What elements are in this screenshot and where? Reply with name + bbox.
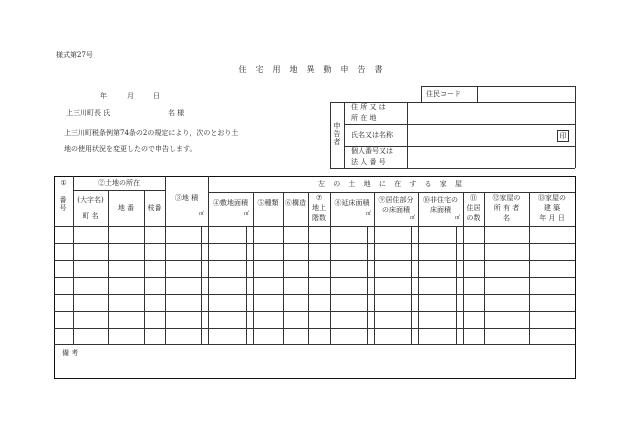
address-label-1: 住 所 又 は [351, 103, 386, 111]
col-number-top: ① [60, 179, 67, 187]
resident-code-label: 住民コード [426, 90, 461, 98]
col-kind: ⑤種類 [257, 199, 279, 207]
col-chiban: 地 番 [117, 204, 135, 212]
resident-code-field[interactable] [478, 87, 574, 101]
intro-line-1: 上三川町税条例第74条の2の規定により，次のとおり土 [64, 129, 239, 137]
col-land-area-unit: ㎡ [199, 211, 205, 217]
addressee-suffix: 名 様 [168, 109, 185, 117]
date-year: 年 [100, 92, 107, 100]
col-structure: ⑥構造 [285, 199, 306, 207]
address-field[interactable] [408, 103, 574, 123]
remarks-field[interactable] [55, 345, 574, 377]
col-floor-area-unit: ㎡ [366, 211, 372, 217]
col-site-area: ④敷地面積 [213, 199, 248, 207]
form-number: 様式第27号 [56, 51, 93, 59]
col-built-1: ⑬家屋の [538, 194, 566, 202]
col-land-area: ③地 積 [174, 194, 199, 202]
col-town: 町 名 [82, 212, 99, 220]
col-land-location: ②土地の所在 [98, 179, 140, 187]
col-floors-l2: 階数 [312, 214, 326, 222]
col-nonres-area-unit: ㎡ [455, 215, 461, 221]
address-label-2: 所 在 地 [351, 114, 377, 122]
id-number-field[interactable] [408, 147, 574, 167]
table-row[interactable] [55, 329, 574, 344]
seal-mark: 印 [557, 130, 569, 142]
form-title: 住宅用地異動申告書 [238, 65, 392, 74]
col-res-area-1: ⑨居住部分 [378, 196, 414, 204]
id-label-2: 法 人 番 号 [351, 158, 386, 166]
col-res-area-2: の床面積 [382, 206, 410, 214]
col-floors-num: ⑦ [315, 194, 323, 202]
intro-line-2: 地の使用状況を変更したので申告します。 [64, 145, 197, 153]
col-nonres-area-1: ⑩非住宅の [423, 196, 458, 204]
col-oaza: (大字名) [77, 196, 104, 204]
col-floors-l1: 地上 [312, 204, 326, 212]
col-owner-3: 名 [503, 214, 510, 222]
remarks-label: 備 考 [62, 349, 79, 357]
col-households-l1: 住居 [466, 204, 481, 212]
col-floor-area: ⑧延床面積 [334, 199, 370, 207]
table-row[interactable] [55, 244, 574, 260]
table-row[interactable] [55, 312, 574, 328]
id-label-1: 個人番号又は [351, 147, 393, 155]
date-month: 月 [127, 92, 134, 100]
col-built-2: 建 築 [543, 204, 561, 212]
col-site-area-unit: ㎡ [244, 211, 250, 217]
table-row[interactable] [55, 278, 574, 294]
declarant-side-label: 申告者 [333, 122, 341, 146]
table-row[interactable] [55, 295, 574, 311]
col-edaban: 枝番 [147, 204, 162, 212]
addressee: 上三川町長 氏 [66, 109, 111, 117]
col-owner-1: ⑫家屋の [492, 194, 521, 202]
table-row[interactable] [55, 227, 574, 243]
col-built-3: 年 月 日 [539, 214, 565, 222]
name-label: 氏名又は名称 [351, 131, 393, 139]
table-row[interactable] [55, 261, 574, 277]
col-house-header: 左 の 土 地 に 在 す る 家 屋 [317, 180, 466, 188]
col-households-l2: の数 [466, 214, 481, 222]
col-number-label: 番号 [59, 196, 67, 212]
date-day: 日 [153, 92, 160, 100]
col-res-area-unit: ㎡ [410, 215, 416, 221]
col-households-num: ⑪ [470, 194, 477, 202]
col-owner-2: 所 有 者 [493, 204, 520, 212]
col-nonres-area-2: 床面積 [430, 206, 451, 214]
name-field[interactable] [408, 125, 553, 145]
